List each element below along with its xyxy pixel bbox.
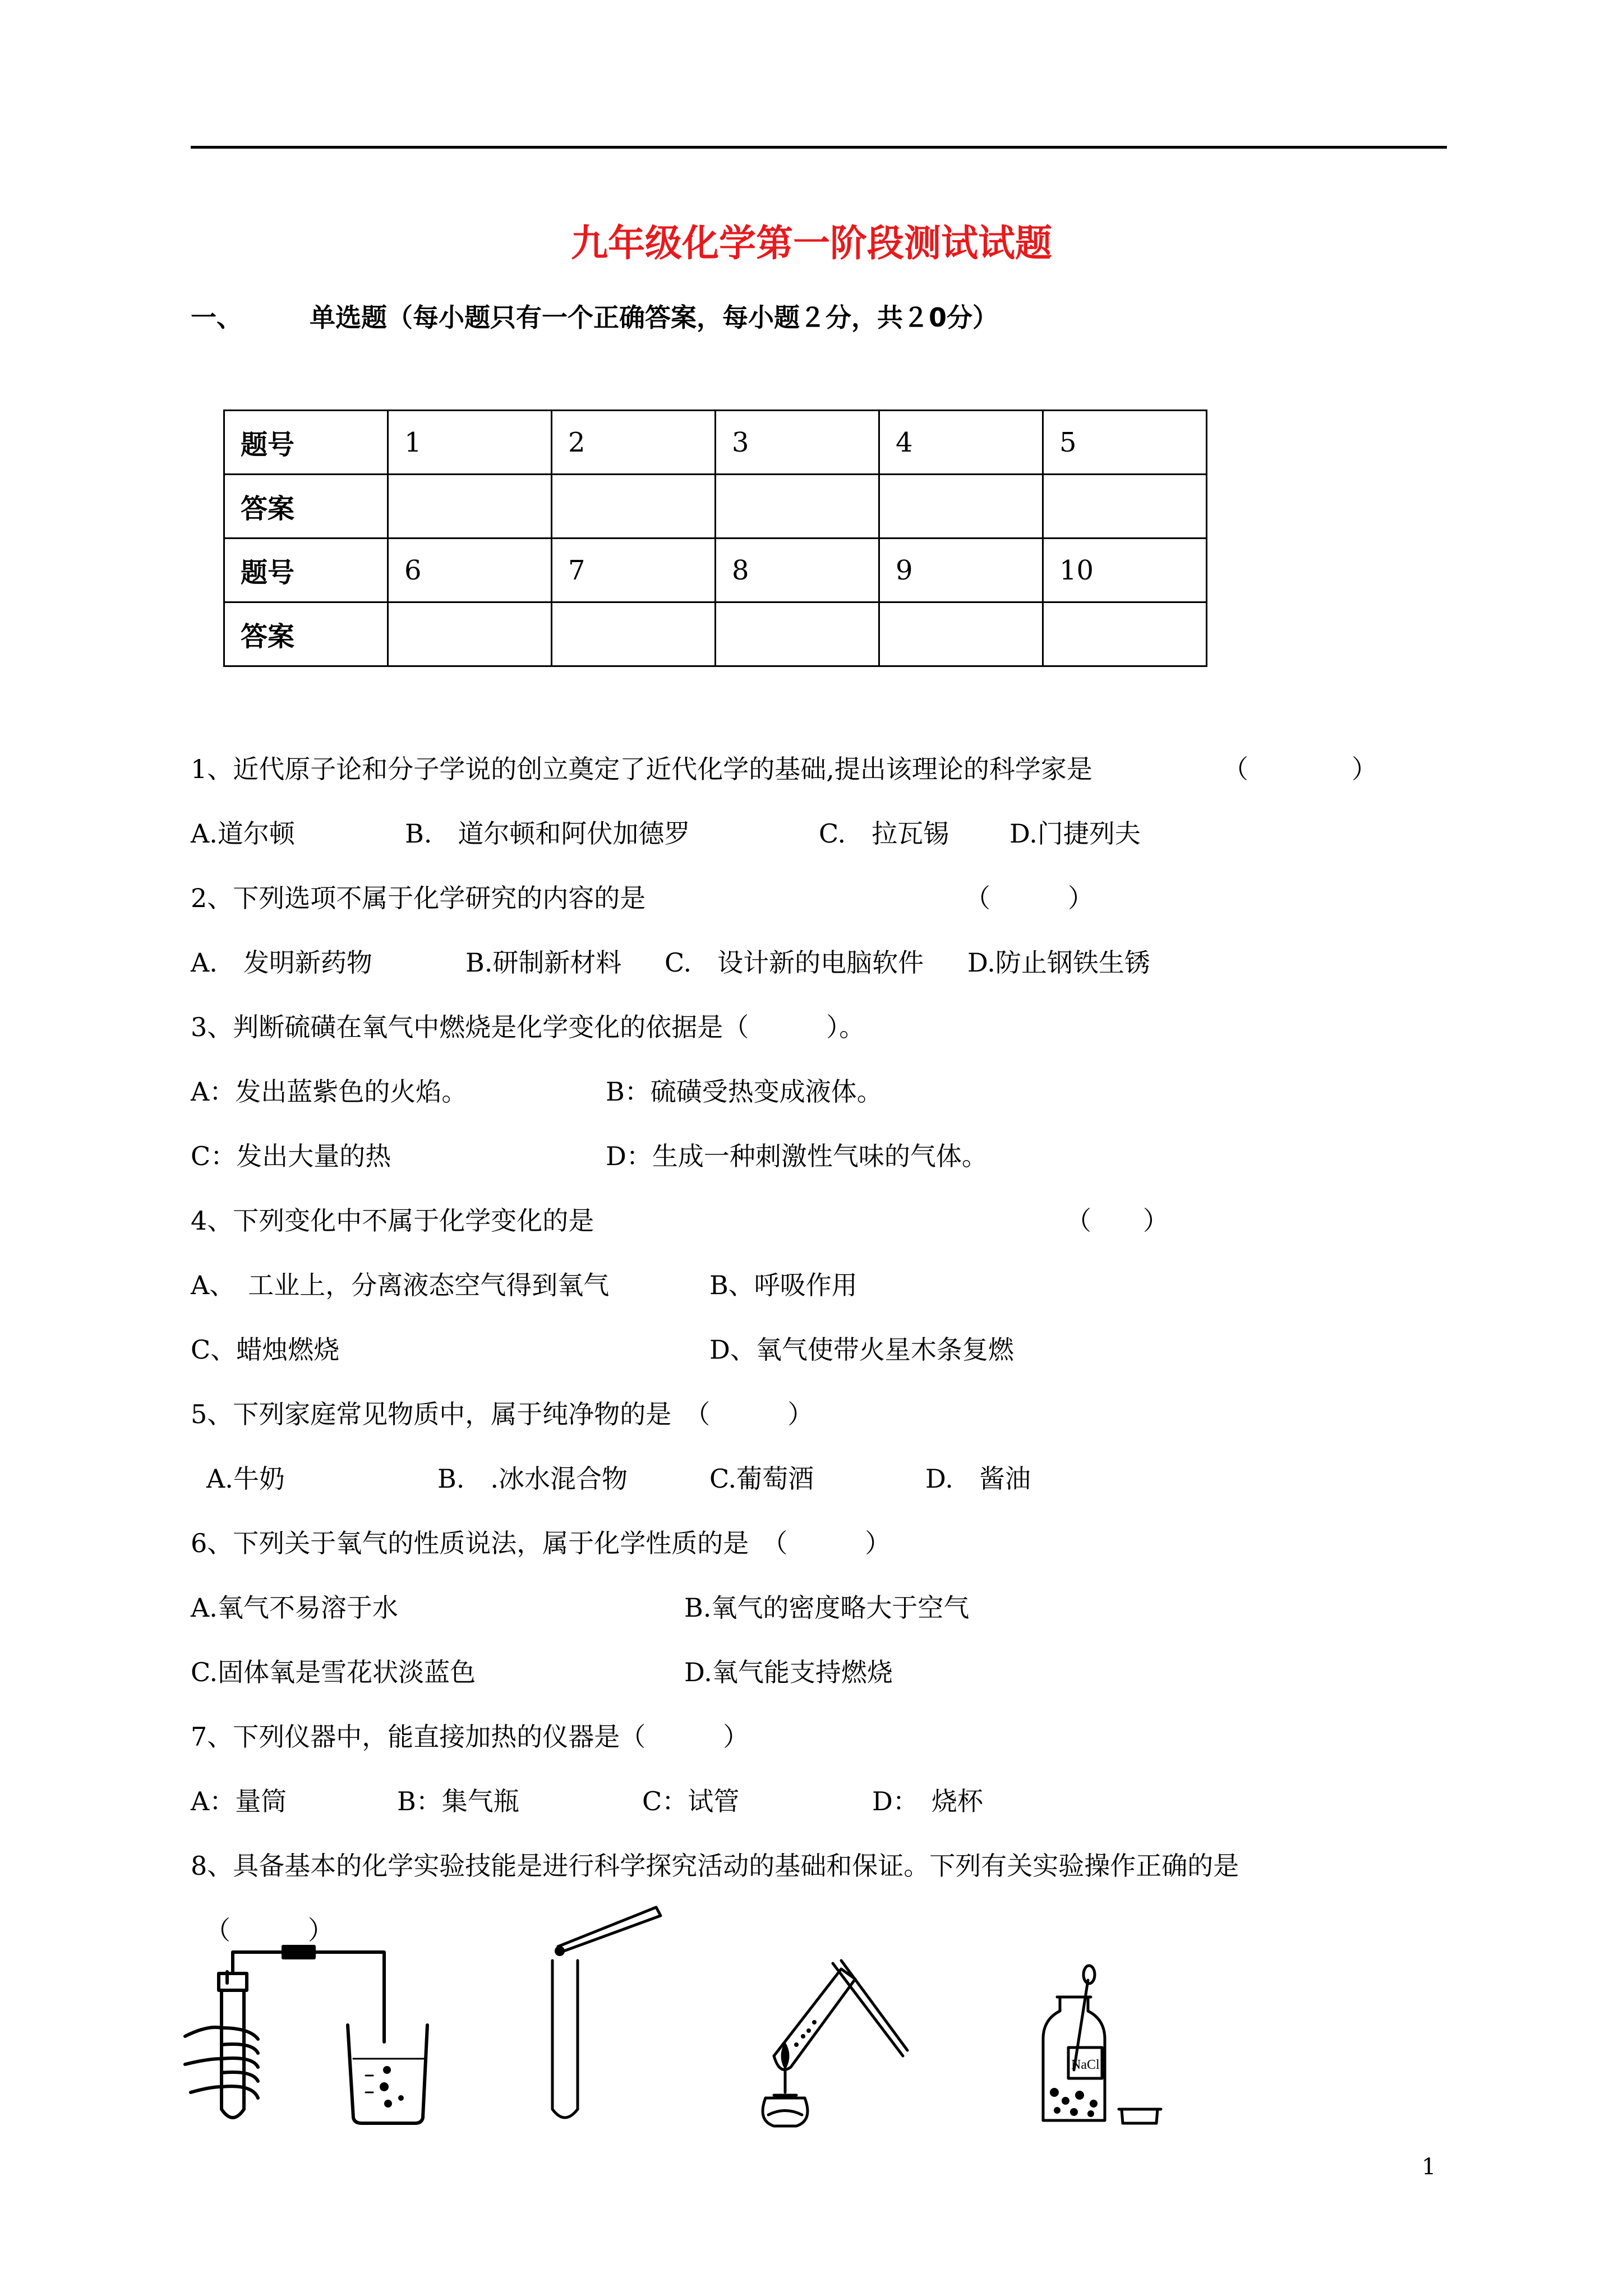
question-4-bracket: （ ） — [1066, 1205, 1169, 1236]
question-2-bracket: （ ） — [965, 883, 1094, 913]
question-3-option-c: C：发出大量的热 — [191, 1141, 391, 1171]
table-cell: 7 — [552, 539, 716, 602]
question-6-stem: 6、下列关于氧气的性质说法，属于化学性质的是 （ ） — [191, 1528, 891, 1558]
question-5-option-a: A.牛奶 — [206, 1464, 285, 1494]
section-heading: 单选题（每小题只有一个正确答案，每小题２分，共２0分） — [310, 302, 999, 333]
question-2-option-c: C. 设计新的电脑软件 — [665, 947, 924, 978]
question-2-stem: 2、下列选项不属于化学研究的内容的是 — [191, 883, 646, 913]
page-number: 1 — [1422, 2154, 1436, 2180]
table-cell: 6 — [388, 539, 552, 602]
question-7-option-a: A：量筒 — [191, 1786, 287, 1816]
table-cell: 3 — [716, 411, 879, 475]
question-2-option-d: D.防止钢铁生锈 — [967, 947, 1150, 978]
question-7-option-b: B：集气瓶 — [397, 1786, 519, 1816]
question-6-option-a: A.氧气不易溶于水 — [191, 1593, 398, 1623]
answer-cell[interactable] — [1043, 602, 1207, 666]
table-row — [224, 539, 1207, 602]
question-1-stem: 1、近代原子论和分子学说的创立奠定了近代化学的基础,提出该理论的科学家是 — [191, 754, 1092, 784]
answer-cell[interactable] — [552, 475, 716, 539]
question-6-option-d: D.氧气能支持燃烧 — [684, 1657, 893, 1687]
apparatus-alcohol-lamp-heating — [735, 1952, 914, 2132]
question-1-option-b: B. 道尔顿和阿伏加德罗 — [405, 818, 690, 849]
question-6-option-c: C.固体氧是雪花状淡蓝色 — [191, 1657, 476, 1687]
apparatus-airtightness-check — [179, 1930, 437, 2132]
question-3-option-a: A：发出蓝紫色的火焰。 — [191, 1076, 468, 1107]
apparatus-dropper-test-tube — [538, 1896, 673, 2132]
question-3-option-d: D：生成一种刺激性气味的气体。 — [606, 1141, 988, 1171]
question-7-option-d: D： 烧杯 — [872, 1786, 983, 1816]
question-5-stem: 5、下列家庭常见物质中，属于纯净物的是 （ ） — [191, 1399, 814, 1429]
table-row — [224, 475, 1207, 539]
section-number: 一、 — [191, 302, 242, 333]
header-rule — [191, 146, 1447, 149]
question-7-option-c: C：试管 — [642, 1786, 740, 1816]
table-cell: 答案 — [224, 475, 388, 539]
question-5-option-b: B. .冰水混合物 — [437, 1464, 628, 1494]
page-title: 九年级化学第一阶段测试试题 — [571, 222, 1052, 265]
question-8-stem: 8、具备基本的化学实验技能是进行科学探究活动的基础和保证。下列有关实验操作正确的是 — [191, 1851, 1239, 1881]
question-4-option-a: A、 工业上，分离液态空气得到氧气 — [191, 1270, 610, 1300]
question-1-bracket: （ ） — [1223, 754, 1377, 784]
question-5-option-c: C.葡萄酒 — [709, 1464, 814, 1494]
table-cell: 题号 — [224, 411, 388, 475]
question-4-option-b: B、呼吸作用 — [709, 1270, 857, 1300]
question-4-stem: 4、下列变化中不属于化学变化的是 — [191, 1205, 594, 1236]
question-1-option-c: C. 拉瓦锡 — [819, 818, 949, 849]
answer-cell[interactable] — [1043, 475, 1207, 539]
answer-cell[interactable] — [879, 475, 1043, 539]
nacl-label: NaCl — [1071, 2058, 1100, 2072]
table-cell: 9 — [879, 539, 1043, 602]
table-row — [224, 602, 1207, 666]
answer-cell[interactable] — [388, 602, 552, 666]
question-1-option-d: D.门捷列夫 — [1009, 818, 1141, 849]
table-cell: 2 — [552, 411, 716, 475]
question-6-option-b: B.氧气的密度略大于空气 — [684, 1593, 970, 1623]
question-8-bracket: （ ） — [205, 1915, 334, 1945]
question-3-option-b: B：硫磺受热变成液体。 — [606, 1076, 883, 1107]
question-7-stem: 7、下列仪器中，能直接加热的仪器是（ ） — [191, 1722, 749, 1752]
apparatus-nacl-reagent-bottle — [1026, 1958, 1166, 2132]
answer-cell[interactable] — [716, 475, 879, 539]
answer-cell[interactable] — [879, 602, 1043, 666]
table-cell: 4 — [879, 411, 1043, 475]
table-cell: 5 — [1043, 411, 1207, 475]
table-row — [224, 411, 1207, 475]
question-3-stem: 3、判断硫磺在氧气中燃烧是化学变化的依据是（ ）。 — [191, 1012, 865, 1042]
table-cell: 8 — [716, 539, 879, 602]
question-1-option-a: A.道尔顿 — [191, 818, 295, 849]
question-5-option-d: D. 酱油 — [925, 1464, 1031, 1494]
table-cell: 10 — [1043, 539, 1207, 602]
answer-cell[interactable] — [716, 602, 879, 666]
answer-table — [223, 409, 1207, 667]
table-cell: 答案 — [224, 602, 388, 666]
table-cell: 题号 — [224, 539, 388, 602]
answer-cell[interactable] — [388, 475, 552, 539]
question-4-option-c: C、蜡烛燃烧 — [191, 1335, 340, 1365]
question-2-option-a: A. 发明新药物 — [191, 947, 372, 978]
question-2-option-b: B.研制新材料 — [465, 947, 622, 978]
question-4-option-d: D、氧气使带火星木条复燃 — [709, 1335, 1014, 1365]
answer-cell[interactable] — [552, 602, 716, 666]
table-cell: 1 — [388, 411, 552, 475]
